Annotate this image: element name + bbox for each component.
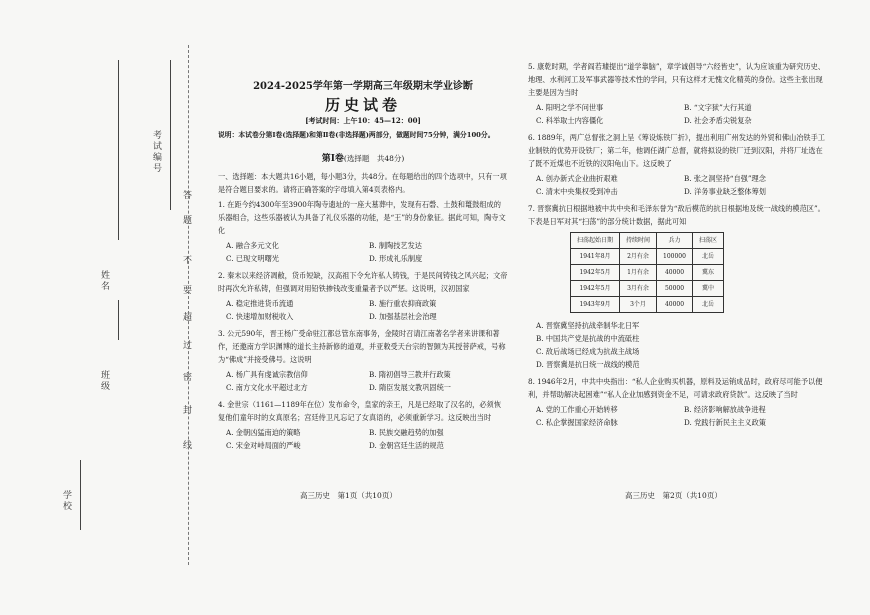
class-label: 班级 [99,370,109,392]
option: A. 晋察冀坚持抗战牵制华北日军 [536,321,640,330]
option: B. 隋初倡导三教并行政策 [369,370,451,379]
table-cell: 1941年8月 [571,249,620,265]
question-stem: 1. 在距今约4300年至3900年陶寺遗址的一座大墓葬中，发现有石磬、土鼓和鼍鼓组成的乐器组合，这些乐器被认为具备了礼仪乐器的功能，是“王”的身份象征。据此可知，陶寺文化 [218,200,506,235]
question-8 [528,375,828,429]
school-label: 学校 [61,490,71,512]
table-cell: 1942年5月 [571,281,620,297]
table-cell: 3个月 [620,297,657,313]
option: B. 经济影响解放战争进程 [684,405,766,414]
option: D. 隋臣发展文教巩固统一 [369,383,451,392]
table-cell: 100000 [657,249,693,265]
seal-char: 要 [181,285,191,296]
question-4 [218,398,508,452]
question-7 [528,202,828,371]
name-label: 姓名 [99,270,109,292]
option: C. 南方文化水平超过北方 [226,383,308,392]
option: D. 党践行新民主主义政策 [684,418,766,427]
table-row [571,297,724,313]
option: B. 施行重农抑商政策 [369,299,437,308]
exam-no-line [170,60,171,210]
seal-char: 过 [181,340,191,351]
option: A. 杨广具有虔诚宗教信仰 [226,370,308,379]
binding-strip [0,0,205,615]
option: C. 已现文明曙光 [226,254,279,263]
option: C. 科举取士内容僵化 [536,116,604,125]
seal-char: 超 [181,312,191,323]
question-stem: 2. 秦末以来经济凋敝，货币短缺，汉高祖下令允许私人铸钱，于是民间铸钱之风兴起；文帝时再次允许私铸，但强调对用铅铁掺钱改变重量者予以严惩。这说明，汉初国家 [218,271,508,293]
table-row [571,249,724,265]
option: C. 清末中央集权受到冲击 [536,187,618,196]
section-instructions: 一、选择题：本大题共16小题，每小题3分，共48分。在每题给出的四个选项中，只有一项是符合题目要求的。请将正确答案的字母填入第4页表格内。 [218,172,507,194]
table-cell: 1942年5月 [571,265,620,281]
table-cell: 冀东 [692,265,723,281]
option: B. 民族交融趋势的加强 [369,428,444,437]
page-1-footer: 高三历史 第1页（共10页） [300,491,397,500]
table-cell: 1943年9月 [571,297,620,313]
table-row [571,281,724,297]
school-line [80,460,81,530]
option: D. 金朝宫廷生活的规范 [369,441,444,450]
table-cell: 北岳 [692,249,723,265]
table-header: 兵力 [657,233,693,249]
option: D. 加强基层社会治理 [369,312,437,321]
question-stem: 5. 康乾时期，学者阎若璩提出“道学靠脑”，章学诚倡导“六经皆史”，认为应该重为研究历史、地理、水利河工及军事武器等技术性的学问，只有这样才无愧文化精英的身份。这些主张出现主要是因为当时 [528,62,825,97]
option: B. “文字狱”大行其道 [684,103,752,112]
option: A. 阳明之学不问世事 [536,103,604,112]
page-1-column [218,60,508,456]
seal-line [188,45,189,565]
table-header: 扫荡起始日期 [571,233,620,249]
seal-char: 密 [181,372,191,383]
question-6 [528,131,828,198]
question-1 [218,198,508,265]
table-cell: 冀中 [692,281,723,297]
table-cell: 3月有余 [620,281,657,297]
class-line [118,300,119,340]
seal-char: 封 [181,405,191,416]
seal-char: 线 [181,440,191,451]
seal-char: 答 [181,190,191,201]
option: D. 洋务事业缺乏整体筹划 [684,187,766,196]
term-title: 2024-2025学年第一学期高三年级期末学业诊断 [253,81,473,92]
table-header-row [571,233,724,249]
page-2-footer: 高三历史 第2页（共10页） [625,491,722,500]
option: C. 敌后战场已经成为抗战主战场 [536,347,640,356]
table-header: 扫荡区 [692,233,723,249]
question-stem: 4. 金世宗（1161—1189年在位）发布命令，皇家的亲王，凡是已经取了汉名的，必须恢复他们童年时的女真原名；宫廷侍卫凡忘记了女真语的，必须重新学习。这反映出当时 [218,400,501,422]
option: C. 私企掌握国家经济命脉 [536,418,618,427]
question-2 [218,269,508,323]
sweep-stats-table [570,232,724,313]
table-row [571,265,724,281]
option: A. 党的工作重心开始转移 [536,405,618,414]
exam-note: 说明：本试卷分第Ⅰ卷(选择题)和第Ⅱ卷(非选择题)两部分，做题时间75分钟，满分100分。 [218,131,495,139]
question-stem: 7. 晋察冀抗日根据地被中共中央和毛泽东誉为“敌后模范的抗日根据地及统一战线的模范区”。下表是日军对其“扫荡”的部分统计数据，据此可知 [528,204,825,226]
table-cell: 50000 [657,281,693,297]
option: A. 稳定推进货币流通 [226,299,294,308]
part-1-subtitle: (选择题 共48分) [343,154,405,163]
option: C. 宋金对峙局面的严峻 [226,441,301,450]
page-2-column [528,60,828,433]
option: B. 张之洞坚持“自强”理念 [684,174,766,183]
table-cell: 2月有余 [620,249,657,265]
question-stem: 6. 1889年，两广总督张之洞上呈《筹设炼铁厂折》，提出利用广州发达的外贸和佛山冶铁手工业制铁的优势开设铁厂；第二年，他调任湖广总督，就将拟设的铁厂迁到汉阳，并将厂址选在了既不近煤也不近铁的汉阳龟山下。这反映了 [528,133,825,168]
table-cell: 北岳 [692,297,723,313]
option: C. 快速增加财税收入 [226,312,294,321]
exam-no-label: 考试编号 [151,130,161,174]
option: D. 形成礼乐制度 [369,254,423,263]
table-header: 持续时间 [620,233,657,249]
table-cell: 40000 [657,297,693,313]
option: A. 融合多元文化 [226,241,279,250]
exam-time: [考试时间：上午10：45—12：00] [305,116,421,125]
seal-char: 题 [181,215,191,226]
subject-title: 历史试卷 [324,96,401,114]
seal-char: 不 [181,255,191,266]
table-cell: 40000 [657,265,693,281]
table-cell: 1月有余 [620,265,657,281]
option: A. 创办新式企业曲折艰难 [536,174,618,183]
option: D. 社会矛盾尖锐复杂 [684,116,752,125]
name-line [118,60,119,240]
question-3 [218,327,508,394]
option: B. 中国共产党是抗战的中流砥柱 [536,334,640,343]
question-stem: 3. 公元590年，晋王杨广受命驻江都总管东南事务，金陵时召请江南著名学者来讲课和著作，还邀南方学识渊博的道长主持新修的道观，并亚敕受天台宗的智顗为其授菩萨戒，号称为“佛成”并接受佛号。这说明 [218,329,506,364]
part-1-title: 第Ⅰ卷 [321,154,344,164]
part-1-heading [218,152,508,166]
option: A. 金朝凶猛南迫的策略 [226,428,301,437]
question-stem: 8. 1946年2月，中共中央指出：“私人企业购买机器，原料及运销成品时，政府尽可能予以便利，并帮助解决起困难”“私人企业加感到资金不足，可请求政府贷款”。这反映了当时 [528,377,823,399]
option: D. 晋察冀是抗日统一战线的模范 [536,360,640,369]
option: B. 制陶技艺发达 [369,241,422,250]
question-5 [528,60,828,127]
